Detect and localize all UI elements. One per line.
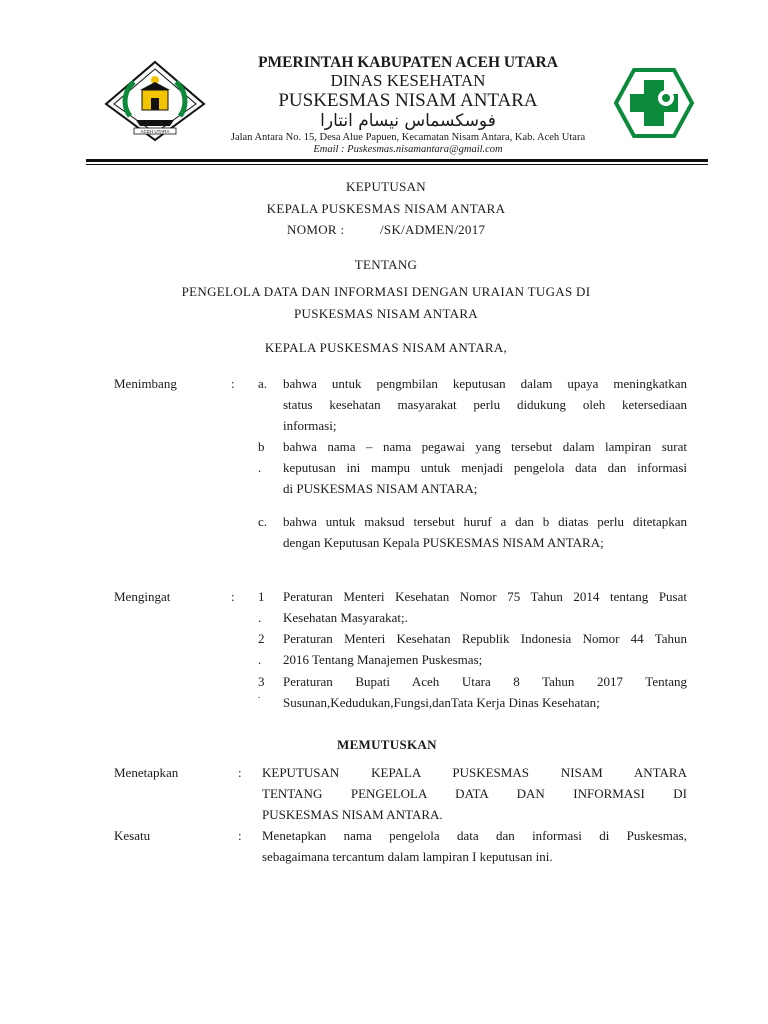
memutuskan-heading: MEMUTUSKAN <box>337 737 437 752</box>
menetapkan-colon: : <box>238 765 242 780</box>
header-address: Jalan Antara No. 15, Desa Alue Papuen, Kecamatan Nisam Antara, Kab. Aceh Utara <box>230 132 586 143</box>
title-kepala: KEPALA PUSKESMAS NISAM ANTARA <box>266 201 506 216</box>
header-divider-thin <box>86 164 708 165</box>
header-department: DINAS KESEHATAN <box>330 71 486 90</box>
menetapkan-line-3: PUSKESMAS NISAM ANTARA. <box>262 807 443 822</box>
menimbang-colon: : <box>231 376 235 391</box>
mengingat-marker-1: 1 <box>258 589 265 604</box>
menimbang-b-line-3: di PUSKESMAS NISAM ANTARA; <box>283 481 478 496</box>
menimbang-c-line-1: bahwa untuk maksud tersebut huruf a dan b diatas perlu ditetapkan <box>283 514 687 529</box>
mengingat-marker-1-dot: . <box>258 610 262 625</box>
mengingat-1-line-1: Peraturan Menteri Kesehatan Nomor 75 Tahun 2014 tentang Pusat <box>283 589 687 604</box>
title-keputusan: KEPUTUSAN <box>346 179 426 194</box>
menimbang-c-line-2: dengan Keputusan Kepala PUSKESMAS NISAM ANTARA; <box>283 535 604 550</box>
authority-heading: KEPALA PUSKESMAS NISAM ANTARA, <box>264 340 508 355</box>
mengingat-2-line-1: Peraturan Menteri Kesehatan Republik Indonesia Nomor 44 Tahun <box>283 631 687 646</box>
menimbang-marker-b: b <box>258 439 265 454</box>
nomor-label: NOMOR : <box>287 222 345 237</box>
kesatu-line-1: Menetapkan nama pengelola data dan informasi di Puskesmas, <box>262 828 687 843</box>
puskesmas-cross-icon <box>614 68 694 138</box>
aceh-utara-emblem-icon <box>104 60 206 142</box>
menetapkan-label: Menetapkan <box>114 765 179 780</box>
header-arabic-name: فوسكسماس نيسام انتارا <box>320 111 496 131</box>
menimbang-marker-a: a. <box>258 376 268 391</box>
mengingat-1-line-2: Kesehatan Masyarakat;. <box>283 610 408 625</box>
title-tentang: TENTANG <box>354 257 418 272</box>
menimbang-a-line-3: informasi; <box>283 418 337 433</box>
menimbang-b-line-2: keputusan ini mampu untuk menjadi pengelola data dan informasi <box>283 460 687 475</box>
menimbang-label: Menimbang <box>114 376 177 391</box>
kesatu-label: Kesatu <box>114 828 151 843</box>
menimbang-a-line-1: bahwa untuk pengmbilan keputusan dalam upaya meningkatkan <box>283 376 687 391</box>
mengingat-marker-3-dot: . <box>258 690 261 700</box>
subject-line-2: PUSKESMAS NISAM ANTARA <box>294 306 478 321</box>
header-puskesmas-name: PUSKESMAS NISAM ANTARA <box>278 90 538 111</box>
kesatu-line-2: sebagaimana tercantum dalam lampiran I keputusan ini. <box>262 849 553 864</box>
emblem-label: ACEH UTARA <box>140 129 170 134</box>
mengingat-label: Mengingat <box>114 589 171 604</box>
nomor-value: /SK/ADMEN/2017 <box>380 222 486 237</box>
subject-line-1: PENGELOLA DATA DAN INFORMASI DENGAN URAIAN TUGAS DI <box>181 284 591 299</box>
menimbang-marker-c: c. <box>258 514 268 529</box>
header-divider-thick <box>86 159 708 162</box>
menetapkan-line-2: TENTANG PENGELOLA DATA DAN INFORMASI DI <box>262 786 687 801</box>
menetapkan-line-1: KEPUTUSAN KEPALA PUSKESMAS NISAM ANTARA <box>262 765 687 780</box>
mengingat-2-line-2: 2016 Tentang Manajemen Puskesmas; <box>283 652 483 667</box>
menimbang-b-line-1: bahwa nama – nama pegawai yang tersebut dalam lampiran surat <box>283 439 687 454</box>
kesatu-colon: : <box>238 828 242 843</box>
menimbang-a-line-2: status kesehatan masyarakat perlu didukung oleh ketersediaan <box>283 397 687 412</box>
mengingat-3-line-1: Peraturan Bupati Aceh Utara 8 Tahun 2017 Tentang <box>283 674 687 689</box>
mengingat-colon: : <box>231 589 235 604</box>
mengingat-3-line-2: Susunan,Kedudukan,Fungsi,danTata Kerja Dinas Kesehatan; <box>283 695 600 710</box>
mengingat-marker-2: 2 <box>258 631 265 646</box>
menimbang-marker-b-dot: . <box>258 460 262 475</box>
mengingat-marker-2-dot: . <box>258 652 262 667</box>
header-government: PMERINTAH KABUPATEN ACEH UTARA <box>258 54 558 71</box>
mengingat-marker-3: 3 <box>258 674 265 689</box>
header-email: Email : Puskesmas.nisamantara@gmail.com <box>313 144 503 155</box>
